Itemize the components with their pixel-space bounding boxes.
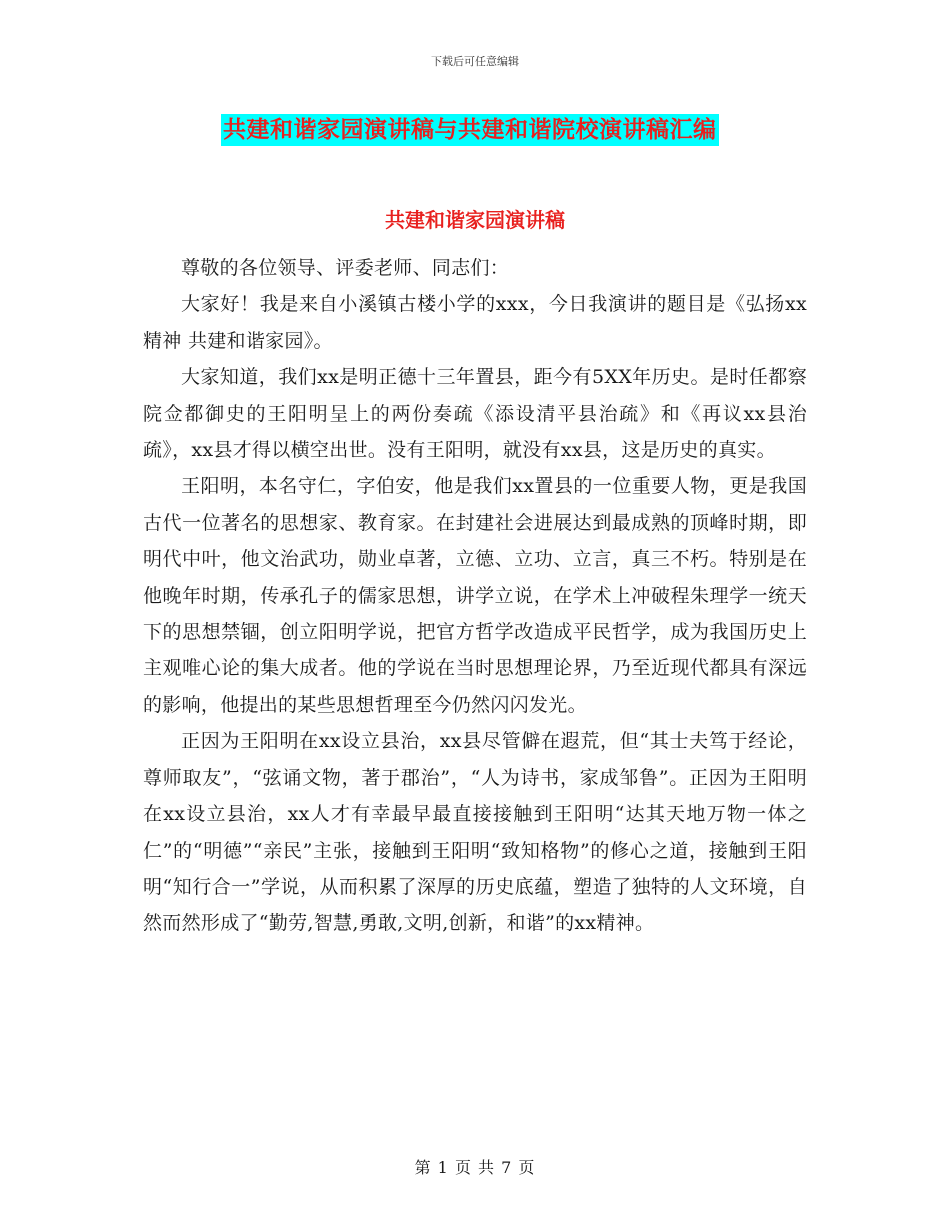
paragraph-salutation: 尊敬的各位领导、评委老师、同志们： <box>181 257 510 279</box>
paragraph-wang-yangming: 王阳明，本名守仁，字伯安，他是我们xx置县的一位重要人物，更是我国古代一位著名的思想家、教育家。在封建社会进展达到最成熟的顶峰时期，即明代中叶，他文治武功，勋业卓著，立德、立功、立言，真三不朽。特别是在他晚年时期，传承孔子的儒家思想，讲学立说，在学术上冲破程朱理学一统天下的思想禁锢，创立阳明学说，把官方哲学改造成平民哲学，成为我国历史上主观唯心论的集大成者。他的学说在当时思想理论界，乃至近现代都具有深远的影响，他提出的某些思想哲理至今仍然闪闪发光。 <box>143 475 807 716</box>
paragraph-greeting: 大家好！我是来自小溪镇古楼小学的xxx，今日我演讲的题目是《弘扬xx精神 共建和谐家园》。 <box>143 293 807 352</box>
paragraph-history: 大家知道，我们xx是明正德十三年置县，距今有5XX年历史。是时任都察院佥都御史的王阳明呈上的两份奏疏《添设清平县治疏》和《再议xx县治疏》，xx县才得以横空出世。没有王阳明，就没有xx县，这是历史的真实。 <box>143 366 807 462</box>
document-sub-title: 共建和谐家园演讲稿 <box>385 208 565 232</box>
header-note: 下载后可任意编辑 <box>431 55 519 68</box>
document-main-title: 共建和谐家园演讲稿与共建和谐院校演讲稿汇编 <box>221 114 719 146</box>
paragraph-spirit: 正因为王阳明在xx设立县治，xx县尽管僻在遐荒，但“其士夫笃于经论，尊师取友”，“弦诵文物，著于郡治”，“人为诗书，家成邹鲁”。正因为王阳明在xx设立县治，xx人才有幸最早最直接接触到王阳明“达其天地万物一体之仁”的“明德”“亲民”主张，接触到王阳明“致知格物”的修心之道，接触到王阳明“知行合一”学说，从而积累了深厚的历史底蕴，塑造了独特的人文环境，自然而然形成了“勤劳,智慧,勇敢,文明,创新，和谐”的xx精神。 <box>143 730 807 935</box>
page-number-footer: 第 1 页 共 7 页 <box>414 1158 536 1177</box>
document-body <box>143 250 807 942</box>
